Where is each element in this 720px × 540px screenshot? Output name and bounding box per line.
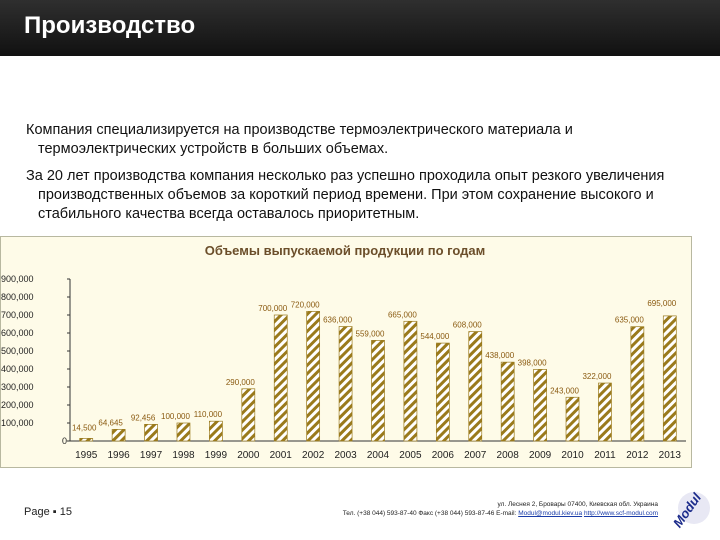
bar-2001 <box>274 315 287 441</box>
data-label-1998: 100,000 <box>161 412 190 421</box>
bar-2011 <box>598 383 611 441</box>
data-label-2002: 720,000 <box>290 300 320 310</box>
y-tick-label: 300,000 <box>1 382 34 392</box>
bar-1997 <box>145 424 158 441</box>
data-label-2008: 438,000 <box>485 351 515 361</box>
x-tick-label: 2004 <box>366 450 390 461</box>
data-label-2011: 322,000 <box>582 372 612 382</box>
x-tick-label: 2011 <box>594 450 616 461</box>
x-tick-label: 2000 <box>237 450 260 461</box>
y-tick-label: 200,000 <box>1 400 34 410</box>
bar-1999 <box>209 421 222 441</box>
x-tick-label: 2009 <box>528 450 552 461</box>
y-tick-label: 100,000 <box>1 418 34 428</box>
x-tick-label: 1999 <box>204 450 228 461</box>
logo-text: Modul <box>669 490 705 531</box>
bar-2009 <box>534 369 547 441</box>
email-link[interactable]: Modul@modul.kiev.ua <box>518 510 583 517</box>
x-tick-label: 2008 <box>496 450 519 461</box>
bar-2008 <box>501 362 514 441</box>
data-label-2005: 665,000 <box>387 310 417 320</box>
chart-title: Объемы выпускаемой продукции по годам <box>204 243 486 258</box>
x-tick-label: 2002 <box>302 450 325 461</box>
x-tick-label: 2007 <box>464 450 487 461</box>
x-tick-label: 1997 <box>139 450 163 461</box>
data-label-2001: 700,000 <box>258 304 288 313</box>
bar-2003 <box>339 327 352 441</box>
x-tick-label: 2001 <box>269 450 292 461</box>
data-label-2000: 290,000 <box>225 377 255 387</box>
x-tick-label: 2013 <box>658 450 681 461</box>
data-label-2012: 635,000 <box>614 315 644 325</box>
bar-2000 <box>242 389 255 441</box>
history-paragraph: За 20 лет производства компания несколько раз успешно проходила опыт резкого увеличения производственных объемов за короткий период времени. При этом сохранение высокого и стабильного качества всегда оставалось приоритетным. <box>26 168 665 222</box>
data-label-2007: 608,000 <box>452 320 482 330</box>
x-tick-label: 1995 <box>75 450 98 461</box>
bar-2013 <box>663 316 676 441</box>
data-label-1997: 92,456 <box>130 413 156 423</box>
x-tick-label: 2006 <box>431 450 454 461</box>
bar-2007 <box>469 332 482 441</box>
bar-2012 <box>631 327 644 441</box>
page-title: Производство <box>24 12 196 39</box>
data-label-1999: 110,000 <box>193 410 223 420</box>
website-link[interactable]: http://www.scf-modul.com <box>583 510 658 517</box>
bar-1995 <box>80 438 93 441</box>
y-tick-label: 600,000 <box>1 328 34 338</box>
contact-line: Тел. (+38 044) 593-87-40 Факс (+38 044) 593-87-46 E-mail: <box>342 510 517 517</box>
x-tick-label: 1996 <box>107 450 130 461</box>
x-tick-label: 2012 <box>626 450 649 461</box>
bar-1996 <box>112 429 125 441</box>
data-label-2004: 559,000 <box>355 329 385 339</box>
bar-2010 <box>566 397 579 441</box>
footer-address <box>343 500 658 518</box>
intro-paragraph: Компания специализируется на производстве термоэлектрического материала и термоэлектрических устройств в больших объемах. <box>26 122 573 157</box>
modul-logo <box>664 488 710 532</box>
y-tick-label: 800,000 <box>1 292 34 302</box>
y-tick-label: 0 <box>62 436 68 446</box>
data-label-2006: 544,000 <box>420 332 450 342</box>
x-tick-label: 2003 <box>334 450 357 461</box>
data-label-1996: 64,645 <box>98 418 123 428</box>
address-line: ул. Леснея 2, Бровары 07400, Киевская обл. Украина <box>497 501 658 508</box>
data-label-2010: 243,000 <box>550 386 579 396</box>
data-label-1995: 14,500 <box>71 423 97 433</box>
x-tick-label: 2010 <box>561 450 584 461</box>
y-tick-label: 900,000 <box>1 274 34 284</box>
bar-1998 <box>177 423 190 441</box>
bar-2004 <box>372 340 385 441</box>
page-number: Page ▪ 15 <box>24 506 72 518</box>
y-tick-label: 700,000 <box>1 310 34 320</box>
y-tick-label: 500,000 <box>1 346 34 356</box>
data-label-2013: 695,000 <box>647 298 677 308</box>
bar-2006 <box>436 343 449 441</box>
bar-2002 <box>307 311 320 441</box>
y-tick-label: 400,000 <box>1 364 34 374</box>
data-label-2003: 636,000 <box>323 315 353 325</box>
data-label-2009: 398,000 <box>517 358 547 368</box>
bar-2005 <box>404 321 417 441</box>
x-tick-label: 2005 <box>399 450 422 461</box>
x-tick-label: 1998 <box>172 450 195 461</box>
